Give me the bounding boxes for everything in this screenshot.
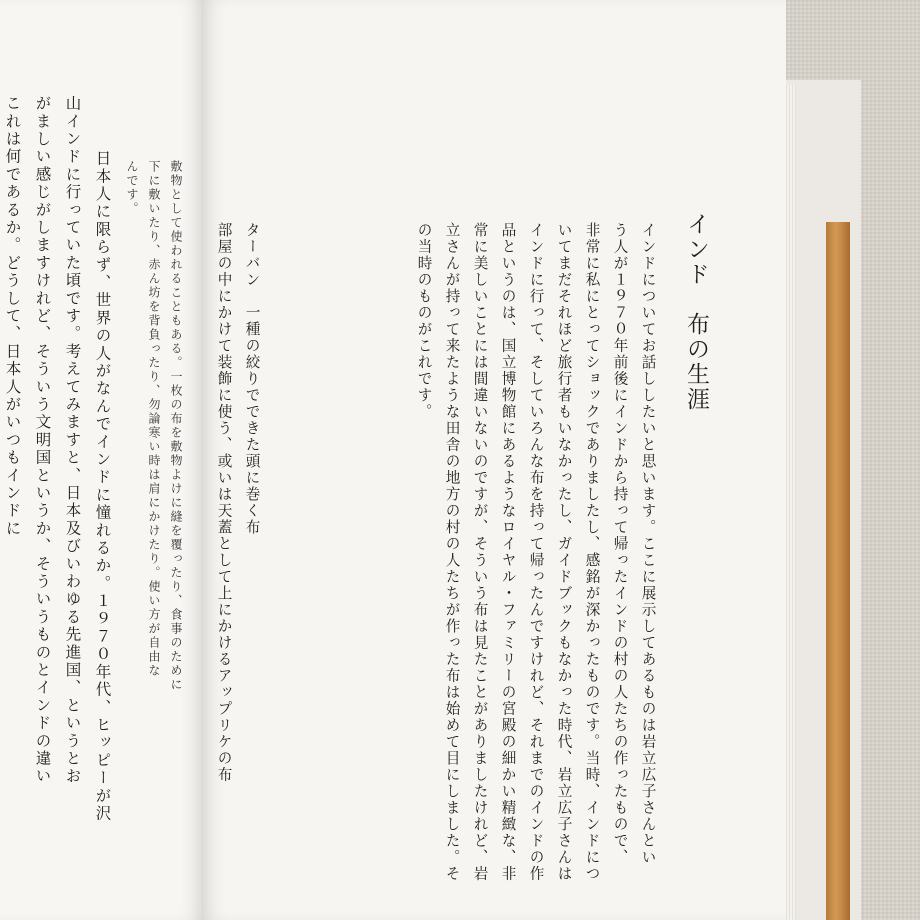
left-small-line-2: 下に敷いたり、赤ん坊を背負ったり、勿論寒い時は肩にかけたり。使い方が自由な [147,160,161,678]
body-line-7: 常に美しいことには間違いないのですが、そういう布は見たことがありましたけれど、岩 [471,222,489,882]
caption-applique: 部屋の中にかけて装飾に使う、或いは天蓋として上にかけるアップリケの布 [215,222,233,783]
body-line-4: いてまだそれほど旅行者もいなかったし、ガイドブックもなかった時代、岩立広子さんは [555,222,573,882]
right-page [198,0,786,920]
left-body-line-1: 日本人に限らず、世界の人がなんでインドに憧れるか。１９７０年代、ヒッピーが沢 [93,150,112,823]
body-line-5: インドに行って、そしていろんな布を持って帰ったんですけれど、それまでのインドの作 [527,222,545,882]
caption-turban: ターバン 一種の絞りでできた頭に巻く布 [243,222,261,536]
body-line-3: 非常に私にとってショックでありましたし、感銘が深かったものです。当時、インドにつ [583,222,601,882]
left-body-line-2: 山インドに行っていた頃です。考えてみますと、日本及びいわゆる先進国、というとお [63,95,82,786]
body-line-1: インドについてお話ししたいと思います。ここに展示してあるものは岩立広子さんとい [639,222,657,866]
body-line-2: う人が１９７０年前後にインドから持って帰ったインドの村の人たちの作ったもので、 [611,222,629,866]
body-line-6: 品というのは、国立博物館にあるようなロイヤル・ファミリーの宮殿の細かい精緻な、非 [499,222,517,882]
cover-wood-panel [826,222,850,920]
left-small-line-1: 敷物として使われることもある。一枚の布を敷物よけに縫を覆ったり、食事のために [169,160,183,692]
body-line-8: 立さんが持って来たような田舎の地方の村の人たちが作った布は始めて目にしました。そ [443,222,461,882]
left-body-line-4: これは何であるか。どうして、日本人がいつもインドに [3,95,22,538]
left-body-line-3: がましい感じがしますけれど、そういう文明国というか、そういうものとインドの違い [33,95,52,786]
section-title: インド 布の生涯 [683,212,709,412]
body-line-9: の当時のものがこれです。 [415,222,433,420]
left-small-line-3: んです。 [125,160,139,216]
left-page [0,0,203,920]
